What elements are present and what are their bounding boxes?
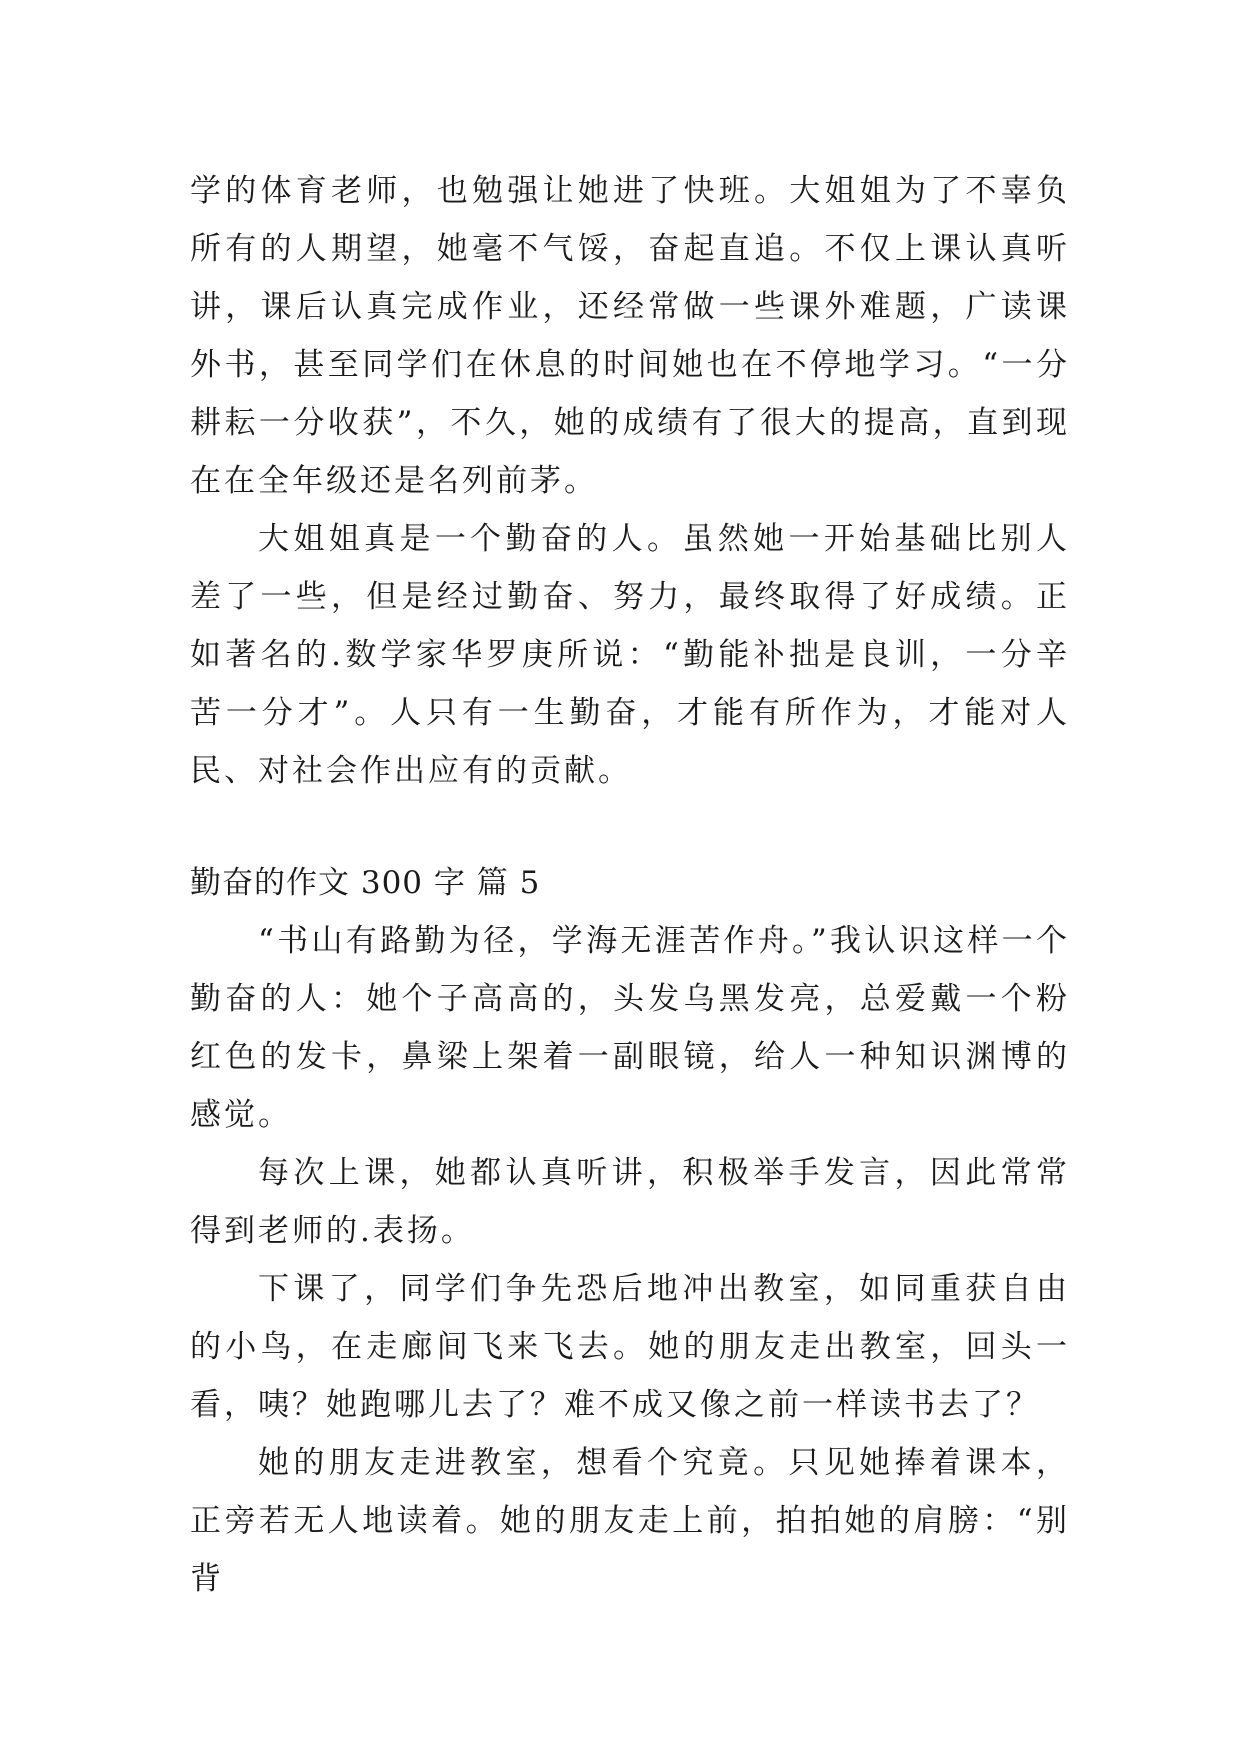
paragraph-1: 学的体育老师，也勉强让她进了快班。大姐姐为了不辜负所有的人期望，她毫不气馁，奋起直追。不仅上课认真听讲，课后认真完成作业，还经常做一些课外难题，广读课外书，甚至同学们在休息的时间她也在不停地学习。“一分耕耘一分收获”，不久，她的成绩有了很大的提高，直到现在在全年级还是名列前茅。 xyxy=(190,173,1070,499)
section-heading: 勤奋的作文 300 字 篇 5 xyxy=(190,865,541,901)
paragraph-6: 她的朋友走进教室，想看个究竟。只见她捧着课本，正旁若无人地读着。她的朋友走上前，拍拍她的肩膀：“别背 xyxy=(190,1445,1070,1597)
paragraph-4: 每次上课，她都认真听讲，积极举手发言，因此常常得到老师的.表扬。 xyxy=(190,1155,1070,1249)
document-body xyxy=(190,162,1070,1608)
paragraph-3: “书山有路勤为径，学海无涯苦作舟。”我认识这样一个勤奋的人：她个子高高的，头发乌黑发亮，总爱戴一个粉红色的发卡，鼻梁上架着一副眼镜，给人一种知识渊博的感觉。 xyxy=(190,923,1070,1133)
paragraph-2: 大姐姐真是一个勤奋的人。虽然她一开始基础比别人差了一些，但是经过勤奋、努力，最终取得了好成绩。正如著名的.数学家华罗庚所说：“勤能补拙是良训，一分辛苦一分才”。人只有一生勤奋，才能有所作为，才能对人民、对社会作出应有的贡献。 xyxy=(190,521,1070,789)
paragraph-5: 下课了，同学们争先恐后地冲出教室，如同重获自由的小鸟，在走廊间飞来飞去。她的朋友走出教室，回头一看，咦？她跑哪儿去了？难不成又像之前一样读书去了？ xyxy=(190,1271,1070,1423)
